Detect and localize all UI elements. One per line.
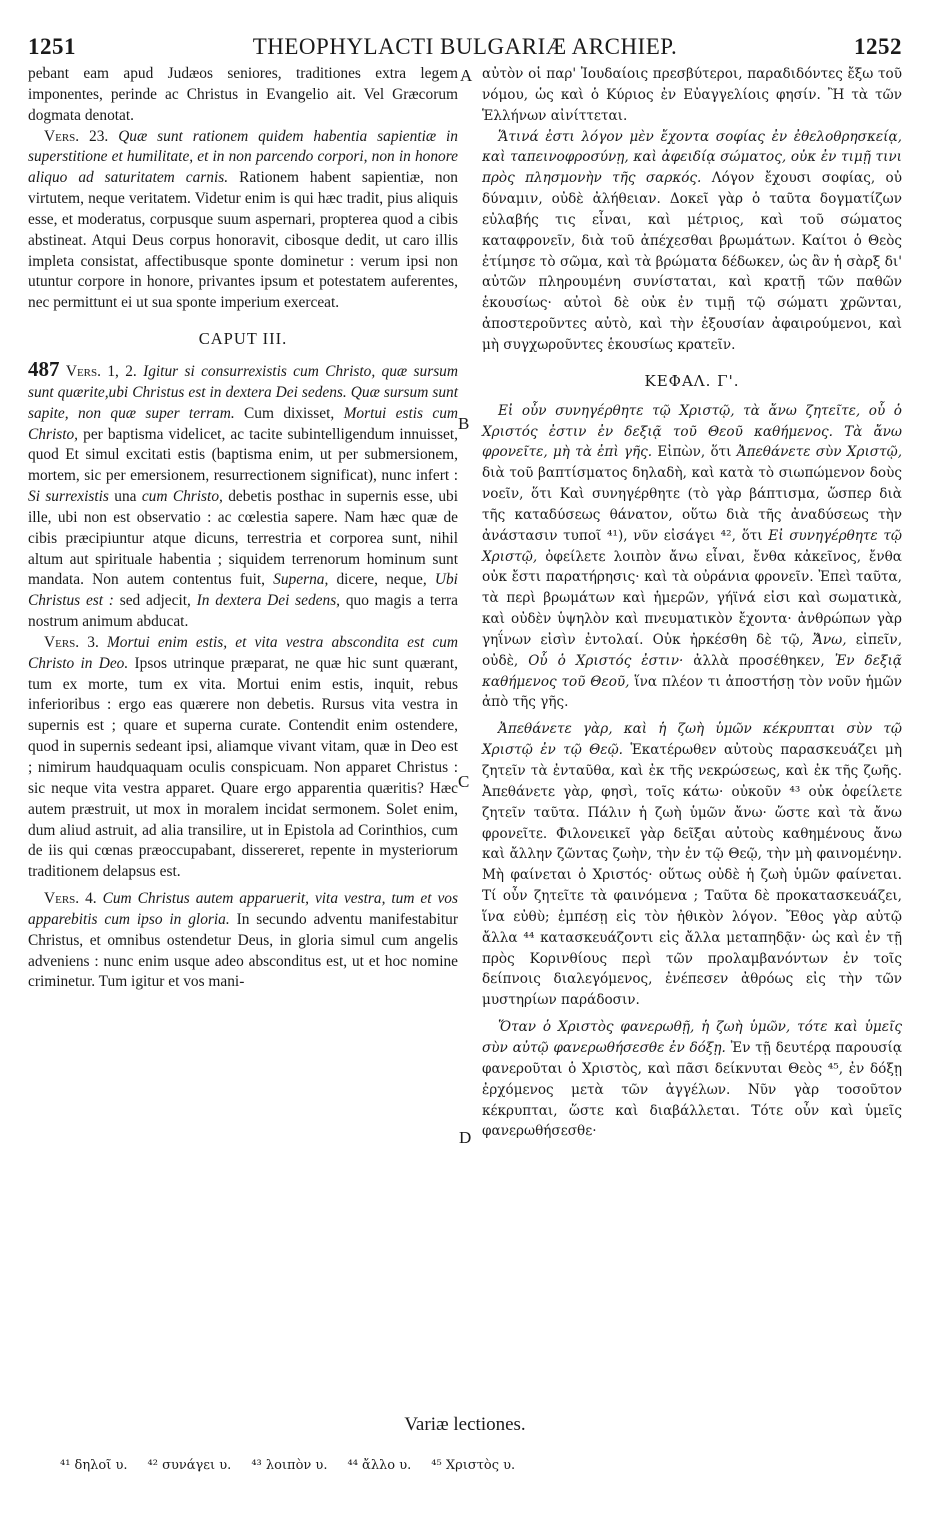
scripture-quote: Mortui enim estis, et vita vestra abscondita est cum Christo in Deo. bbox=[28, 633, 458, 672]
verse-label: Vers. 23. bbox=[44, 127, 109, 145]
footnote: ⁴³ λοιπὸν υ. bbox=[251, 1458, 328, 1473]
commentary-text: debetis posthac in supernis esse, ubi ille, ubi non est observatio : ac cœlestia sapere. Nam hæc quæ de cibis præcipiuntur atque dicuns, terrestria et corporea sunt, nihil altum aut spirituale habentia ; siquidem terrenorum hominum sunt mandata. Non autem contentus fuit, bbox=[28, 488, 458, 589]
commentary-text: Ipsos utrinque præparat, ne quæ hic sunt quærant, tum ex morte, tum ex vita. Mortui enim estis, inquit, rebus inferioribus : ergo eas quærere non debetis. Rursus vita vestra in supernis est ; quare et superna curate. Contendit enim ostendere, quod in supernis sedeant ipsi, aliamque vivant vitam, quæ in Deo est ; nimirum haudquaquam oculis conspicuam. Non apparet Christus : sic neque vita vestra apparet. Quare ergo apparentia quæritis? Hæc autem præstruit, ut mox in moralem incidat sermonem. Solet enim, dum aliud astruit, ad alia transilire, ut in Epistola ad Corinthios, cum de iis qui cœnas præoccupabant, dissereret, repente in mysteriorum traditionem delapsus est. bbox=[28, 654, 459, 881]
margin-letter-c: C bbox=[458, 772, 470, 791]
commentary-text: Εἰπὼν, ὅτι bbox=[657, 444, 732, 461]
column-number: 487 bbox=[28, 356, 60, 381]
latin-verse-4 bbox=[28, 889, 458, 993]
scripture-quote: Superna, bbox=[273, 571, 329, 589]
scripture-quote: Οὗ ὁ Χριστός ἐστιν· bbox=[528, 652, 684, 669]
footnote: ⁴⁴ ἄλλο υ. bbox=[347, 1458, 412, 1473]
latin-verse-23 bbox=[28, 127, 458, 315]
commentary-text: εἰπεῖν, οὐδὲ, bbox=[482, 631, 903, 669]
scripture-quote: Si surrexistis bbox=[28, 488, 109, 506]
greek-verse-4 bbox=[482, 1017, 902, 1142]
footnote: ⁴⁵ Χριστὸς υ. bbox=[431, 1458, 516, 1473]
scripture-quote: Mortui estis cum Christo, bbox=[28, 404, 459, 443]
scripture-quote: Εἰ συνηγέρθητε τῷ Χριστῷ, bbox=[482, 527, 902, 565]
verse-label: Vers. 1, 2. bbox=[65, 362, 137, 380]
scripture-quote: Ἅτινά ἐστι λόγον μὲν ἔχοντα σοφίας ἐν ἐθελοθρησκείᾳ, καὶ ταπεινοφροσύνῃ, καὶ ἀφειδίᾳ σώματος, οὐκ ἐν τιμῇ τινι πρὸς πλησμονὴν τῆς σαρκός. bbox=[482, 128, 902, 187]
scripture-quote: Cum Christus autem apparuerit, vita vestra, tum et vos apparebitis cum ipso in gloria. bbox=[28, 890, 458, 928]
scripture-quote: Ὅταν ὁ Χριστὸς φανερωθῇ, ἡ ζωὴ ὑμῶν, τότε καὶ ὑμεῖς σὺν αὐτῷ φανερωθήσεσθε ἐν δόξῃ. bbox=[482, 1019, 902, 1056]
greek-paragraph-intro: αὐτὸν οἱ παρ' Ἰουδαίοις πρεσβύτεροι, παραδιδόντες ἔξω τοῦ νόμου, ὡς καὶ ὁ Κύριος ἐν Εὐαγγελίοις φησίν. Ἢ τὰ τῶν Ἑλλήνων αἰνίττεται. bbox=[482, 66, 902, 124]
commentary-text: διὰ τοῦ βαπτίσματος δηλαδὴ, καὶ κατὰ τὸ σιωπώμενον δοὺς νοεῖν, ὅτι Καὶ συνηγέρθητε (τὸ γὰρ βάπτισμα, ὥσπερ διὰ τῆς καταδύσεως θάνατον, οὕτω διὰ τῆς ἀναδύσεως τὴν ἀνάστασιν τυποῖ ⁴¹), νῦν εἰσάγει ⁴², ὅτι bbox=[482, 465, 902, 544]
commentary-text: Cum dixisset, bbox=[244, 404, 335, 422]
commentary-text: ἵνα πλέον τι ἀποστήσῃ τὸν νοῦν ἡμῶν ἀπὸ τῆς γῆς. bbox=[482, 673, 902, 711]
footnote: ⁴² συνάγει υ. bbox=[147, 1458, 232, 1473]
page-number-left: 1251 bbox=[28, 34, 76, 59]
margin-letter-a: A bbox=[460, 66, 473, 85]
commentary-text: sed adjecit, bbox=[119, 592, 191, 610]
commentary-text: Ἐν τῇ δευτέρᾳ παρουσίᾳ φανεροῦται ὁ Χριστὸς, καὶ πᾶσι δείκνυται Θεὸς ⁴⁵, ἐν δόξῃ ἐρχόμενος μετὰ τῶν ἀγγέλων. Νῦν γὰρ τοσοῦτον κέκρυπται, ὥστε καὶ διαβάλλεται. Τότε οὖν καὶ ὑμεῖς φανερωθήσεσθε· bbox=[482, 1039, 902, 1140]
commentary-text: Λόγον ἔχουσι σοφίας, οὐ δύναμιν, οὐδὲ ἀλήθειαν. Δοκεῖ γὰρ ὁ ταῦτα δογματίζων εὐλαβής τις εἶναι, καὶ μέτριος, καὶ τοῦ σώματος καταφρονεῖν, διὰ τοῦ ἀπέχεσθαι βρωμάτων. Καίτοι ὁ Θεὸς ἐτίμησε τὸ σῶμα, καὶ τὰ βρώματα δέδωκεν, ὡς ἂν ἡ σὰρξ δι' αὐτῶν πληρουμένη συνίσταται, καὶ κρατῇ τῶν παθῶν ἑκουσίως· αὐτοὶ δὲ οὐκ ἐν τιμῇ τῷ σώματι χρῶνται, ἀποστεροῦντες αὐτὸ, καὶ τὴν ἐξουσίαν ἀφαιρούμενοι, καὶ μὴ συγχωροῦντες ἑκουσίως κρατεῖν. bbox=[482, 170, 902, 353]
latin-verse-3 bbox=[28, 633, 458, 883]
scripture-quote: Ἐν δεξιᾷ καθήμενος τοῦ Θεοῦ, bbox=[482, 652, 902, 690]
scripture-quote: Ἀπεθάνετε σὺν Χριστῷ, bbox=[736, 444, 903, 461]
latin-paragraph-intro: pebant eam apud Judæos seniores, traditiones extra legem imponentes, perinde ac Christus in Evangelio ait. Vel Græcorum dogmata denotat. bbox=[28, 65, 458, 124]
verse-label: Vers. 4. bbox=[44, 890, 97, 908]
commentary-text: una bbox=[114, 488, 137, 506]
commentary-text: ὀφείλετε λοιπὸν ἄνω εἶναι, ἔνθα κἀκεῖνος, ἔνθα οὐκ ἔστι παρατήρησις· καὶ τὰ οὐράνια φρονεῖν. Ἐπεὶ ταῦτα, τὰ περὶ βρωμάτων καὶ ἡμερῶν, γήϊνά εἰσι καὶ σωματικὰ, καὶ οὐδὲν ὑψηλὸν καὶ πνευματικὸν ἔχοντα· ἀνθρώπων γὰρ γηΐνων εἰσὶν ἐντολαί. Οὐκ ἠρκέσθη δὲ τῷ, bbox=[482, 548, 902, 648]
running-title: THEOPHYLACTI BULGARIÆ ARCHIEP. bbox=[252, 34, 678, 59]
verse-label: Vers. 3. bbox=[44, 633, 99, 651]
chapter-heading-greek: ΚΕΦΑΛ. Γ'. bbox=[644, 371, 740, 390]
commentary-text: Ἑκατέρωθεν αὐτοὺς παρασκευάζει μὴ ζητεῖν τὰ ἐνταῦθα, καὶ ἐκ τῆς νεκρώσεως, καὶ ἐκ τῆς ζωῆς. Ἀπεθάνετε γὰρ, φησὶ, τοῖς κάτω· οὐκοῦν ⁴³ οὐκ ὀφείλετε ζητεῖν ταῦτα. Πάλιν ἡ ζωὴ ὑμῶν ἄνω· ὥστε καὶ τὰ ἄνω φρονεῖτε. Φιλονεικεῖ γὰρ δεῖξαι αὐτοὺς καθημένους ἄνω καὶ ἄλλην ζῶντας ζωὴν, τὴν ἐν τῷ Θεῷ, τὴν μὴ φαινομένην. Μὴ φαίνεται ὁ Χριστός· οὕτως οὐδὲ ἡ ζωὴ ὑμῶν φαίνεται. Τί οὖν ζητεῖτε τὰ φαινόμενα ; Ταῦτα δὲ προκατασκευάζει, ἵνα εὐθὺ; ἐμπέσῃ εἰς τὸν ἠθικὸν λόγον. Ἔθος γὰρ αὐτῷ ἄλλα ⁴⁴ κατασκευάζοντι εἰς ἄλλα μεταπηδᾷν· ὡς καὶ ἐν τῇ πρὸς Κορινθίους περὶ τῶν προλαμβανόντων ἐν τοῖς δείπνοις διαλεγόμενος, ἐνέπεσεν ἀθρόως εἰς τὴν τῶν μυστηρίων παράδοσιν. bbox=[482, 742, 903, 1009]
scripture-quote: Ἀπεθάνετε γὰρ, καὶ ἡ ζωὴ ὑμῶν κέκρυπται σὺν τῷ Χριστῷ ἐν τῷ Θεῷ. bbox=[482, 721, 902, 759]
scripture-quote: cum Christo, bbox=[141, 488, 223, 506]
greek-verse-3 bbox=[482, 719, 902, 1011]
scripture-quote: Εἰ οὖν συνηγέρθητε τῷ Χριστῷ, τὰ ἄνω ζητεῖτε, οὗ ὁ Χριστός ἐστιν ἐν δεξιᾷ τοῦ Θεοῦ καθήμενος. Τὰ ἄνω φρονεῖτε, μὴ τὰ ἐπὶ γῆς. bbox=[482, 402, 902, 461]
variant-readings bbox=[60, 1458, 535, 1473]
commentary-text: Rationem habent sapientiæ, non virtutem, neque veritatem. Videtur enim is qui hæc tradit, pius aliquis esse, et moderatus, corpusque suum aspernari, propterea quod a cibis abstineat. Atqui Deus corpus honoravit, cibosque dedit, ut caro illis impleta consistat, affectibusque sponte dominetur : verum ipsi non utuntur corpore in honore, privantes ipsum et potestatem auferentes, nec permittunt ei ut sua sponte imperium exerceat. bbox=[28, 169, 458, 312]
scripture-quote: Ubi Christus est : bbox=[28, 571, 458, 610]
commentary-text: ἀλλὰ προσέθηκεν, bbox=[693, 652, 825, 669]
scripture-quote: Igitur si consurrexistis cum Christo, quæ sursum sunt quærite,ubi Christus est in dextera Dei sedens. Quæ sursum sunt sapite, non quæ super terram. bbox=[28, 362, 458, 422]
page-number-right: 1252 bbox=[854, 34, 902, 59]
running-header bbox=[28, 34, 902, 64]
margin-letter-d: D bbox=[459, 1128, 472, 1147]
footnote: ⁴¹ δηλοῖ υ. bbox=[60, 1458, 128, 1473]
greek-column bbox=[482, 64, 902, 1142]
latin-verse-1-2 bbox=[28, 356, 459, 633]
scripture-quote: Ἄνω, bbox=[812, 631, 847, 648]
latin-column bbox=[28, 64, 458, 993]
margin-letter-b: B bbox=[458, 414, 470, 433]
commentary-text: quo magis a terra nostrum animum abducat. bbox=[28, 592, 459, 631]
scripture-quote: Quæ sunt rationem quidem habentia sapientiæ in superstitione et humilitate, et in non parcendo corpori, non in honore aliquo ad saturitatem carnis. bbox=[28, 127, 458, 187]
greek-verse-1-2 bbox=[482, 401, 902, 714]
commentary-text: per baptisma videlicet, ac tacite subintelligendum innuisset, quod Et simul excitati estis (baptisma enim, ut per submersionem, mortem, sic per emersionem, resurrectionem significat), nunc infert : bbox=[28, 425, 458, 485]
scripture-quote: In dextera Dei sedens, bbox=[196, 592, 341, 610]
chapter-heading-latin: CAPUT III. bbox=[198, 329, 288, 349]
commentary-text: dicere, neque, bbox=[336, 571, 427, 589]
commentary-text: In secundo adventu manifestabitur Christus, et omnibus ostendetur Deus, in gloria simul cum angelis adveniens : nunc enim usque adeo absconditus est, ut et hoc nomine criminetur. Tum igitur et vos mani- bbox=[28, 910, 458, 991]
variae-lectiones-heading: Variæ lectiones. bbox=[404, 1414, 526, 1435]
greek-verse-23 bbox=[482, 127, 902, 356]
